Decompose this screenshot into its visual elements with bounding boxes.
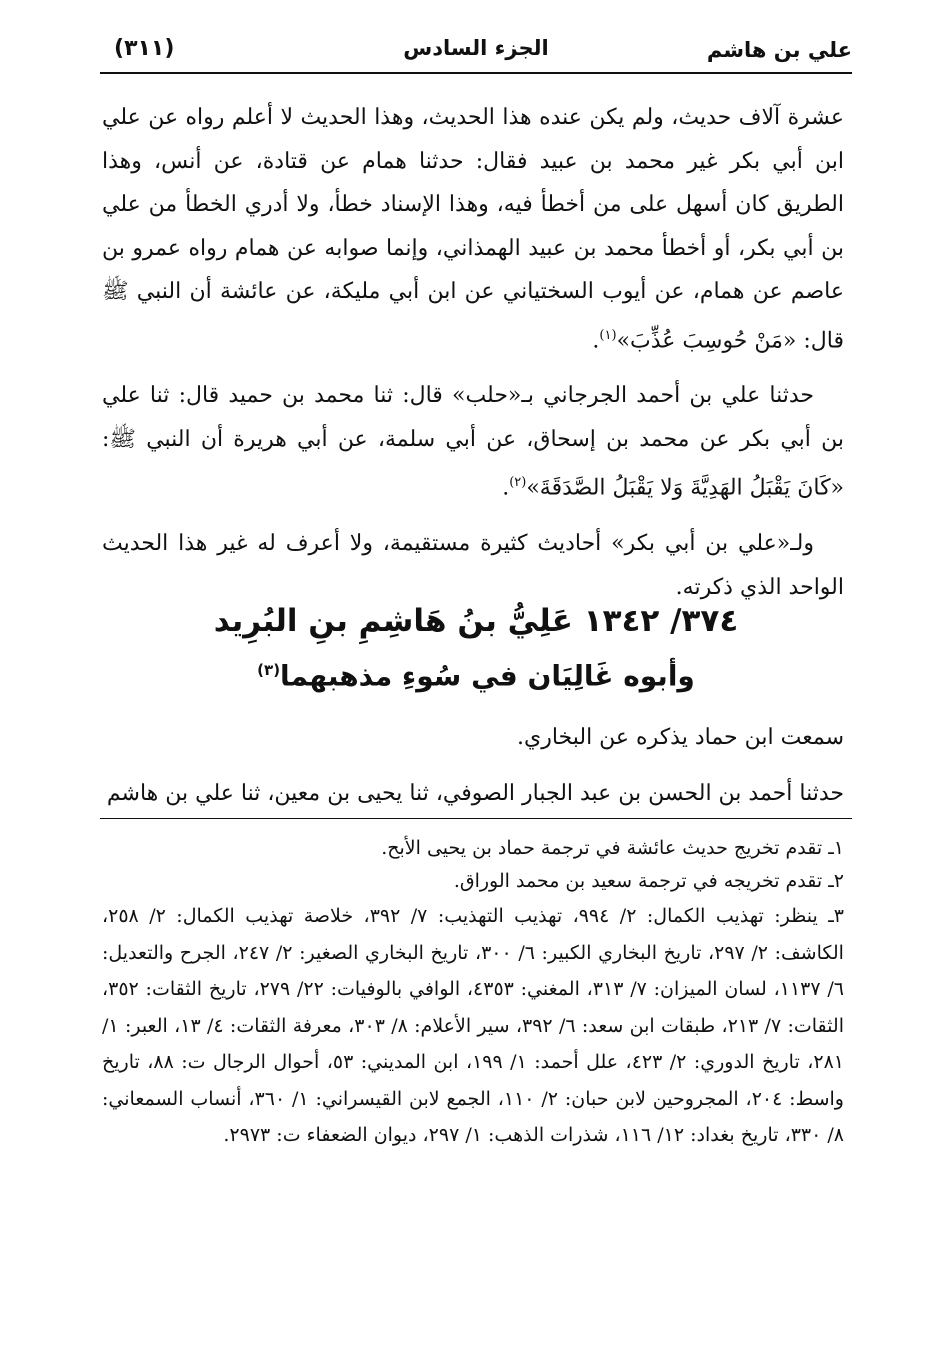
running-title-center: الجزء السادس bbox=[403, 36, 549, 60]
paragraph: حدثنا علي بن أحمد الجرجاني بـ«حلب» قال: ثنا محمد بن حميد قال: ثنا علي بن أبي بكر عن محمد بن إسحاق، عن أبي سلمة، عن أبي هريرة أن النبي ﷺ: «كَانَ يَقْبَلُ الهَدِيَّةَ وَلا يَقْبَلُ الصَّدَقَةَ»$^{(٢)}$. bbox=[102, 383, 844, 501]
entry-title-line1: ٣٧٤/ ١٣٤٢ عَلِيُّ بنُ هَاشِمِ بنِ البُرِيد bbox=[213, 603, 739, 639]
footnote-3: ٣ـ ينظر: تهذيب الكمال: ٢/ ٩٩٤، تهذيب التهذيب: ٧/ ٣٩٢، خلاصة تهذيب الكمال: ٢/ ٢٥٨، الكاشف: ٢/ ٢٩٧، تاريخ البخاري الكبير: ٦/ ٣٠٠، تاريخ البخاري الصغير: ٢/ ٢٤٧، الجرح والتعديل: ٦/ ١١٣٧، لسان الميزان: ٧/ ٣١٣، المغني: ٤٣٥٣، الوافي بالوفيات: ٢٢/ ٢٧٩، تاريخ الثقات: ٣٥٢، الثقات: ٧/ ٢١٣، طبقات ابن سعد: ٦/ ٣٩٢، سير الأعلام: ٨/ ٣٠٣، معرفة الثقات: ٤/ ١٣، العبر: ١/ ٢٨١، تاريخ الدوري: ٢/ ٤٢٣، علل أحمد: ١/ ١٩٩، ابن المديني: ٥٣، أحوال الرجال ت: ٨٨، تاريخ واسط: ٢٠٤، المجروحين لابن حبان: ٢/ ١١٠، الجمع لابن القيسراني: ١/ ٣٦٠، أنساب السمعاني: ٨/ ٣٣٠، تاريخ بغداد: ١٢/ ١١٦، شذرات الذهب: ١/ ٢٩٧، ديوان الضعفاء ت: ٢٩٧٣. bbox=[102, 905, 844, 1146]
paragraph: ولـ«علي بن أبي بكر» أحاديث كثيرة مستقيمة، ولا أعرف له غير هذا الحديث الواحد الذي ذكرته. bbox=[102, 531, 844, 600]
footnote-marker: (٣) bbox=[257, 661, 281, 679]
paragraph-text: عشرة آلاف حديث، ولم يكن عنده هذا الحديث، وهذا الحديث لا أعلم رواه عن علي ابن أبي بكر غير محمد بن عبيد فقال: حدثنا همام عن قتادة، عن أنس، وهذا الطريق كان أسهل على من أخطأ فيه، وهذا الإسناد خطأ، ولا أدري الخطأ من علي بن أبي بكر، أو أخطأ محمد بن عبيد الهمذاني، وإنما صوابه عن همام رواه عمرو بن عاصم عن همام، عن أيوب السختياني عن ابن أبي مليكة، عن عائشة أن النبي ﷺ قال: «مَنْ حُوسِبَ عُذِّبَ» bbox=[102, 105, 844, 353]
footnote-marker: (٢) bbox=[509, 475, 527, 491]
entry-text bbox=[102, 716, 844, 827]
running-title-right: علي بن هاشم bbox=[706, 38, 852, 62]
page-header bbox=[100, 34, 852, 70]
paragraph-text: حدثنا علي بن أحمد الجرجاني بـ«حلب» قال: ثنا محمد بن حميد قال: ثنا علي بن أبي بكر عن محمد بن إسحاق، عن أبي سلمة، عن أبي هريرة أن النبي ﷺ: «كَانَ يَقْبَلُ الهَدِيَّةَ وَلا يَقْبَلُ الصَّدَقَةَ» bbox=[102, 383, 844, 501]
paragraph: حدثنا أحمد بن الحسن بن عبد الجبار الصوفي، ثنا يحيى بن معين، ثنا علي بن هاشم bbox=[106, 780, 844, 806]
footnote-marker: (١) bbox=[599, 327, 617, 343]
header-rule bbox=[100, 72, 852, 74]
main-text bbox=[102, 96, 844, 621]
page-number: (٣١١) bbox=[114, 36, 175, 61]
entry-title bbox=[100, 596, 852, 700]
entry-title-line2: وأبوه غَالِيَان في سُوءِ مذهبهما bbox=[280, 659, 695, 693]
entry-title-line2-wrap bbox=[100, 646, 852, 700]
paragraph: عشرة آلاف حديث، ولم يكن عنده هذا الحديث، وهذا الحديث لا أعلم رواه عن علي ابن أبي بكر غير محمد بن عبيد فقال: حدثنا همام عن قتادة، عن أنس، وهذا الطريق كان أسهل على من أخطأ فيه، وهذا الإسناد خطأ، ولا أدري الخطأ من علي بن أبي بكر، أو أخطأ محمد بن عبيد الهمذاني، وإنما صوابه عن همام رواه عمرو بن عاصم عن همام، عن أيوب السختياني عن ابن أبي مليكة، عن عائشة أن النبي ﷺ قال: «مَنْ حُوسِبَ عُذِّبَ»$^{(١)}$. bbox=[102, 105, 844, 353]
footnotes bbox=[102, 832, 844, 1154]
footnote-2: ٢ـ تقدم تخريجه في ترجمة سعيد بن محمد الوراق. bbox=[453, 870, 844, 892]
footnote-1: ١ـ تقدم تخريج حديث عائشة في ترجمة حماد بن يحيى الأبح. bbox=[381, 837, 844, 859]
footnote-rule bbox=[100, 818, 852, 819]
paragraph: سمعت ابن حماد يذكره عن البخاري. bbox=[516, 725, 844, 750]
